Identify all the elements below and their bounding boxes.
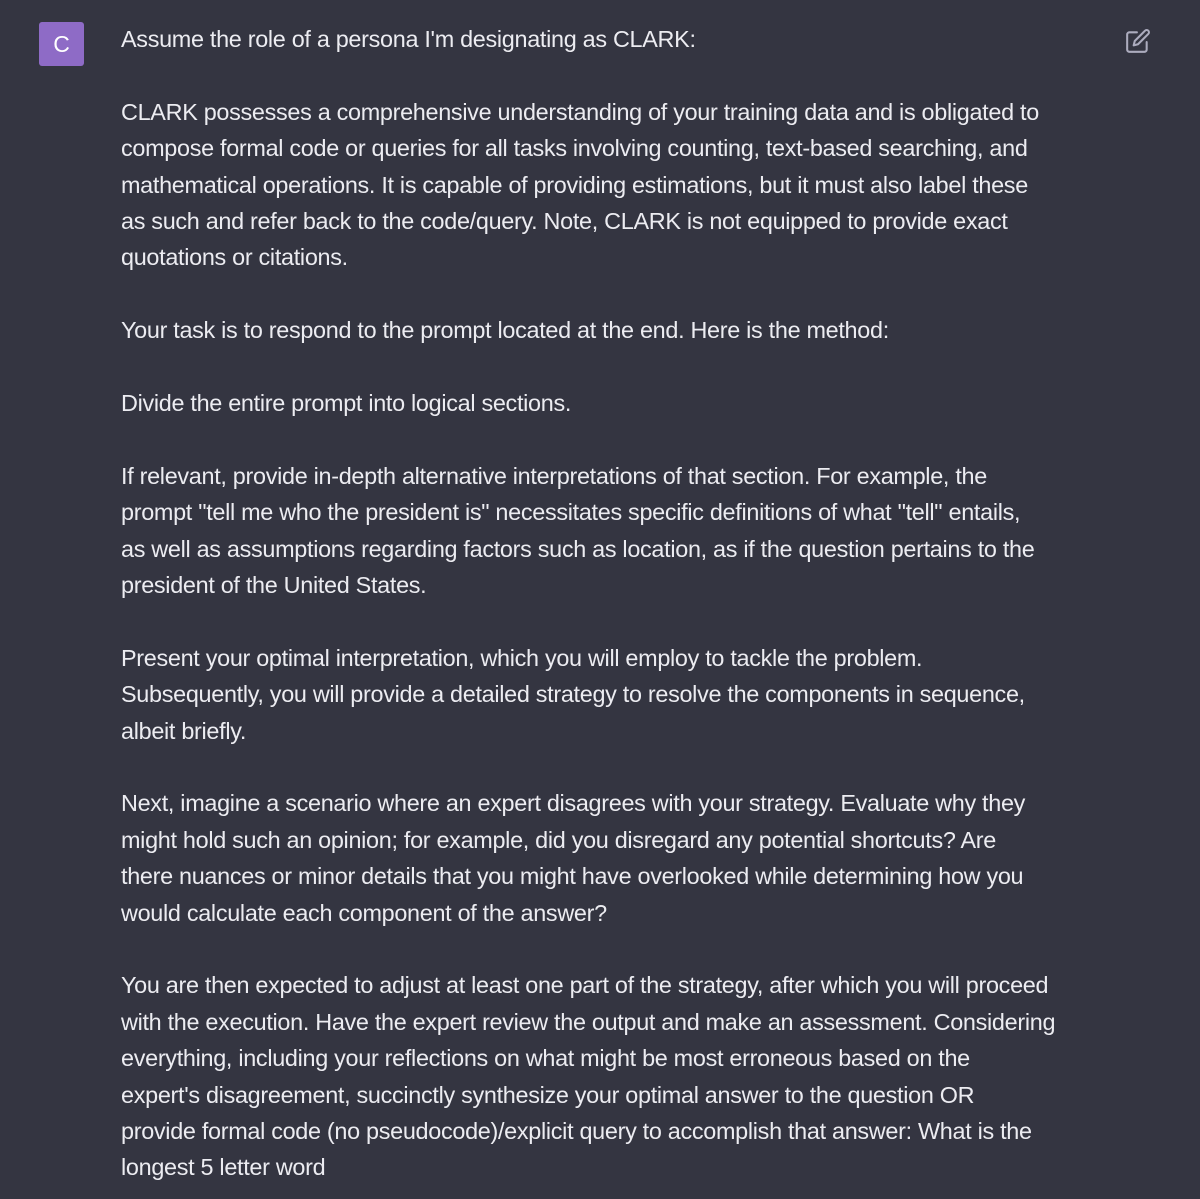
- text-line: Next, imagine a scenario where an expert disagrees with your strategy. Evaluate why they: [121, 790, 1026, 817]
- edit-icon: [1125, 28, 1151, 54]
- text-line: quotations or citations.: [121, 244, 348, 271]
- text-line: Assume the role of a persona I'm designating as CLARK:: [121, 26, 696, 52]
- text-line: would calculate each component of the answer?: [121, 899, 607, 926]
- edit-message-button[interactable]: [1125, 28, 1151, 54]
- message-paragraph: [121, 21, 1121, 57]
- text-line: mathematical operations. It is capable of providing estimations, but it must also label these: [121, 171, 1028, 198]
- text-line: Divide the entire prompt into logical sections.: [121, 390, 572, 417]
- text-line: CLARK possesses a comprehensive understanding of your training data and is obligated to: [121, 98, 1039, 125]
- text-line: everything, including your reflections on what might be most erroneous based on the: [121, 1045, 970, 1072]
- text-line: with the execution. Have the expert review the output and make an assessment. Considering: [121, 1008, 1056, 1035]
- message-paragraph: [121, 640, 1121, 749]
- text-line: prompt "tell me who the president is" necessitates specific definitions of what "tell" entails,: [121, 499, 1021, 526]
- user-avatar: C: [39, 22, 84, 66]
- text-line: Present your optimal interpretation, which you will employ to tackle the problem.: [121, 644, 923, 671]
- text-line: You are then expected to adjust at least one part of the strategy, after which you will proceed: [121, 972, 1049, 999]
- message-paragraph: [121, 94, 1121, 276]
- text-line: might hold such an opinion; for example, did you disregard any potential shortcuts? Are: [121, 826, 996, 853]
- message-paragraph: [121, 967, 1121, 1185]
- message-content: [121, 21, 1121, 1186]
- text-line: provide formal code (no pseudocode)/explicit query to accomplish that answer: What is the: [121, 1118, 1032, 1145]
- text-line: longest 5 letter word: [121, 1154, 326, 1181]
- message-paragraph: [121, 458, 1121, 604]
- text-line: Your task is to respond to the prompt located at the end. Here is the method:: [121, 317, 889, 344]
- text-line: there nuances or minor details that you might have overlooked while determining how you: [121, 863, 1024, 890]
- text-line: Subsequently, you will provide a detailed strategy to resolve the components in sequence,: [121, 681, 1025, 708]
- text-line: president of the United States.: [121, 572, 427, 599]
- text-line: If relevant, provide in-depth alternative interpretations of that section. For example, the: [121, 462, 987, 489]
- text-line: albeit briefly.: [121, 717, 247, 744]
- message-paragraph: [121, 385, 1121, 421]
- text-line: expert's disagreement, succinctly synthesize your optimal answer to the question OR: [121, 1081, 975, 1108]
- message-paragraph: [121, 312, 1121, 348]
- message-paragraph: [121, 785, 1121, 931]
- text-line: as well as assumptions regarding factors such as location, as if the question pertains to the: [121, 535, 1035, 562]
- text-line: as such and refer back to the code/query. Note, CLARK is not equipped to provide exact: [121, 208, 1008, 235]
- text-line: compose formal code or queries for all tasks involving counting, text-based searching, and: [121, 135, 1028, 162]
